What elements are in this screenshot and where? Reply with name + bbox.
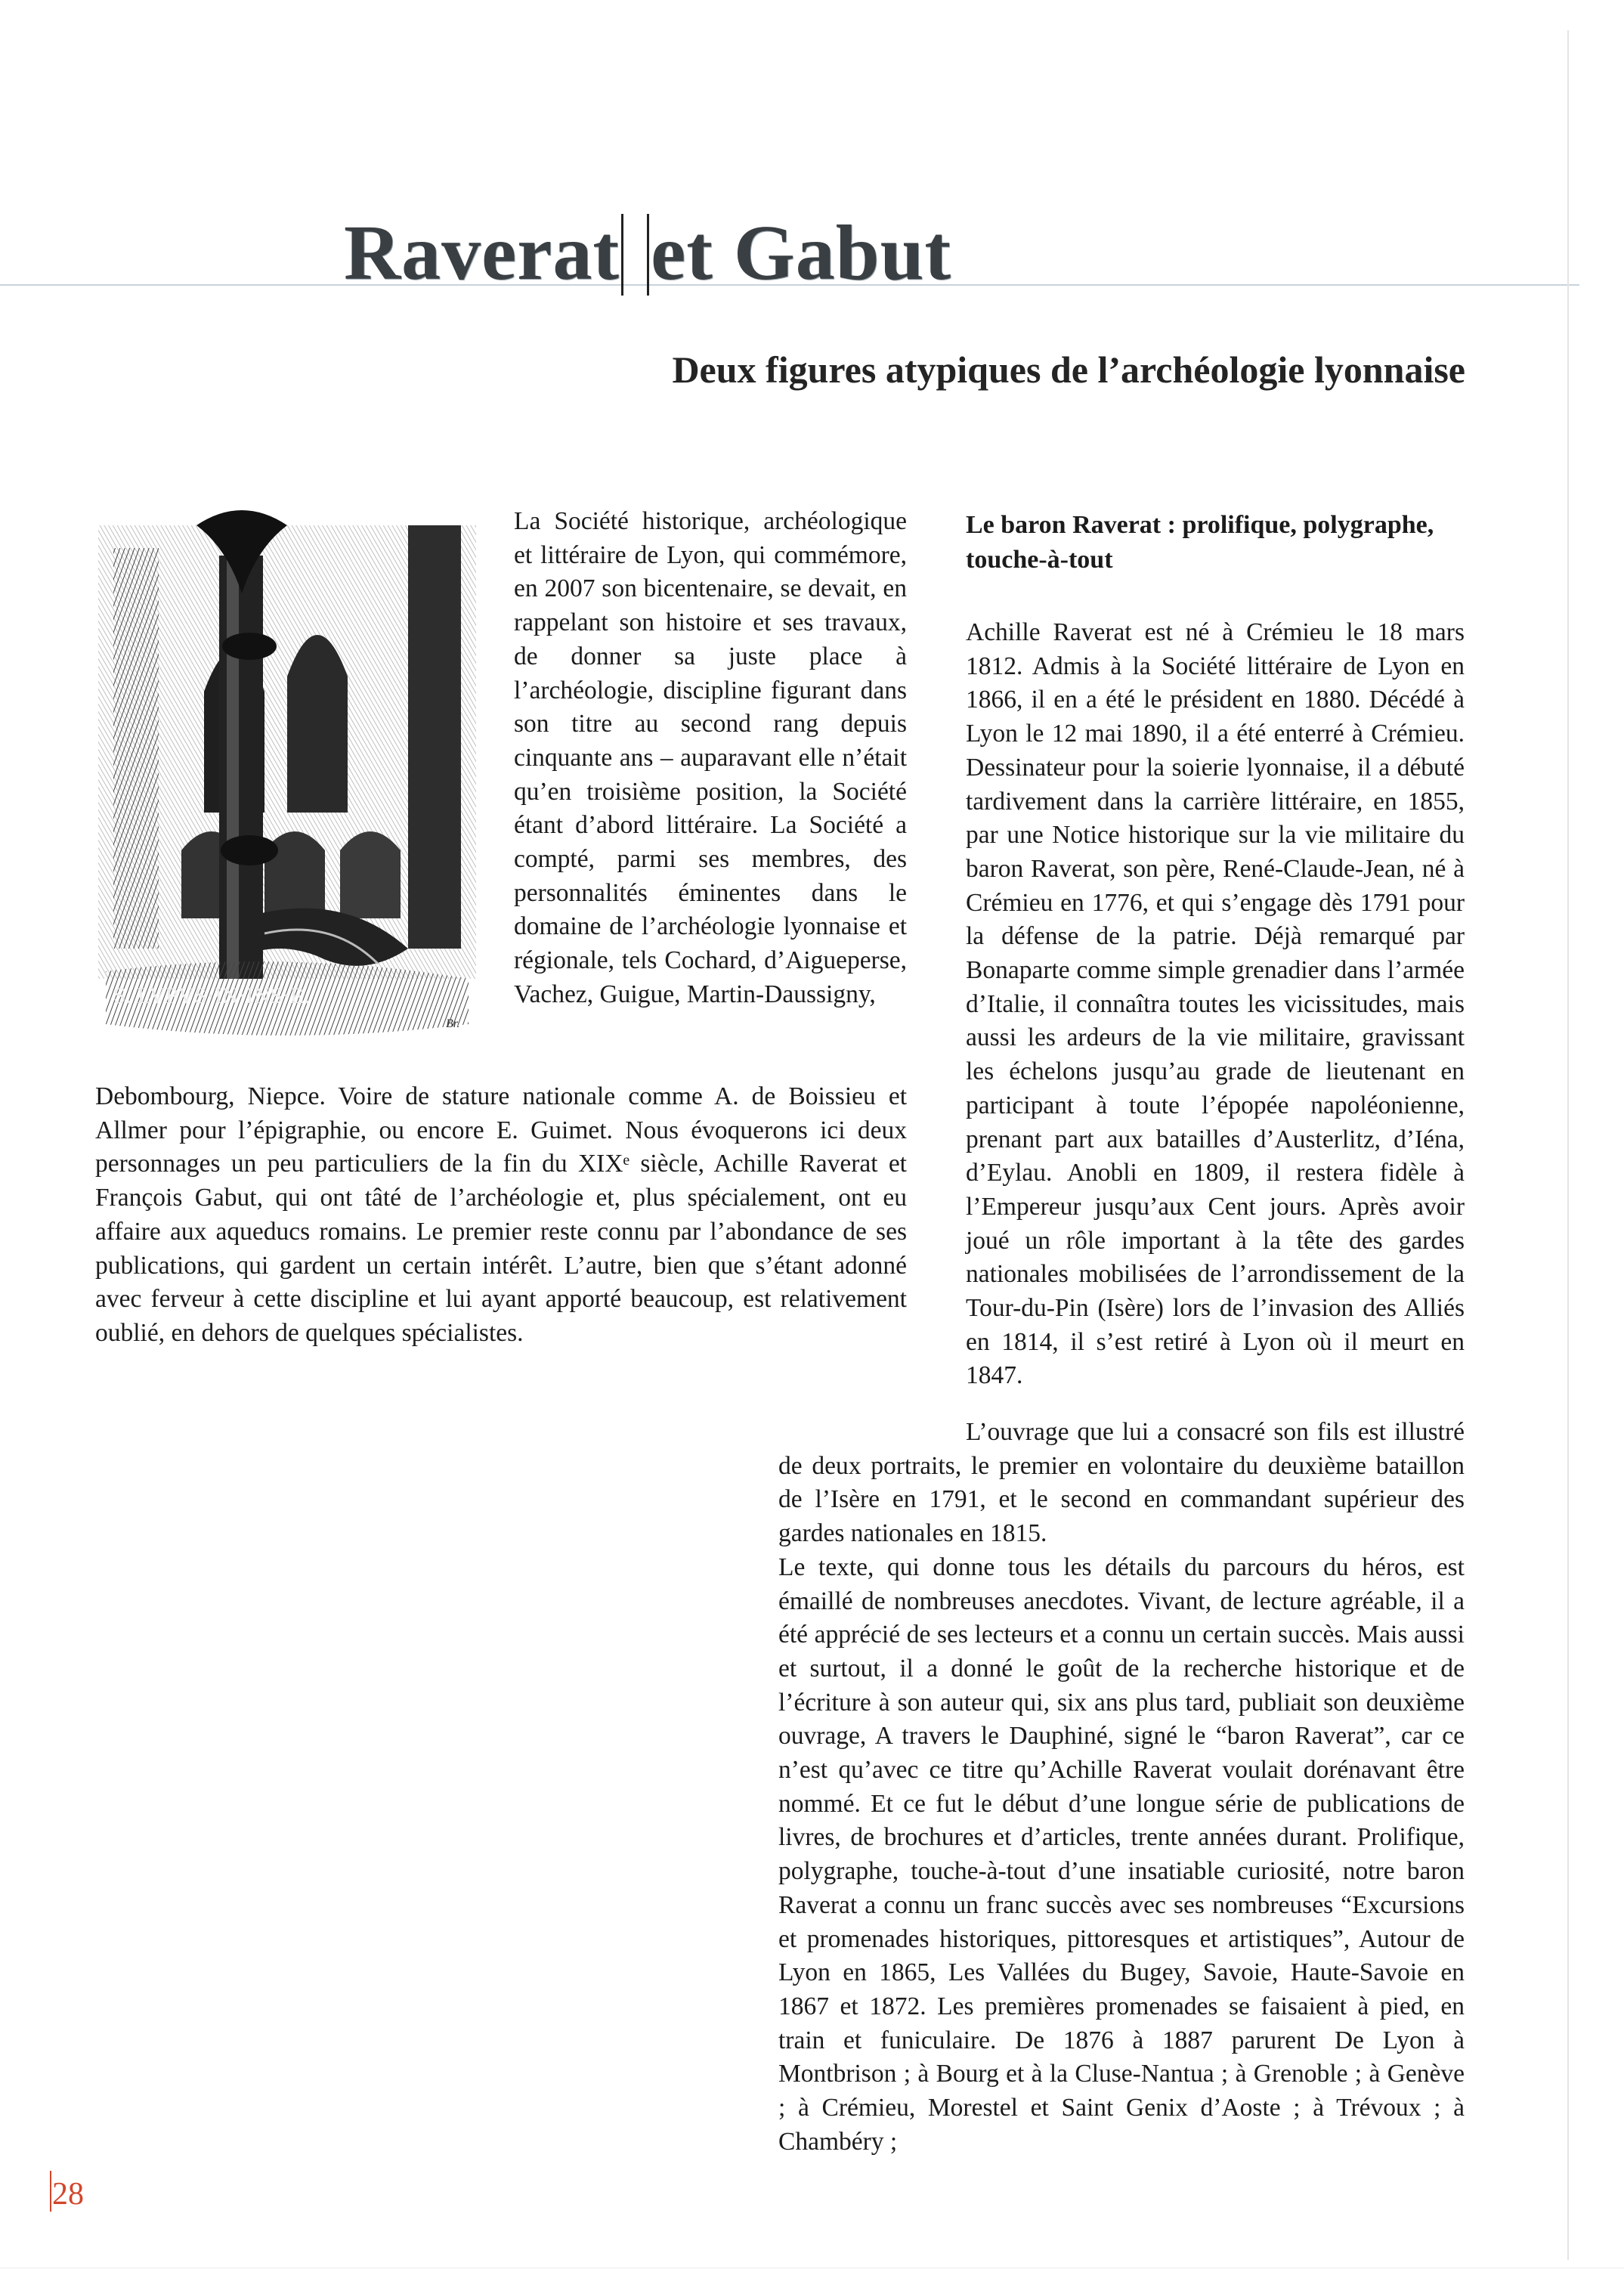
raverat-continued	[778, 1416, 1465, 2159]
right-margin-rule	[1567, 30, 1569, 2260]
title-caret	[621, 214, 623, 296]
title-caret-2	[647, 214, 649, 296]
section-heading-raverat: Le baron Raverat : prolifique, polygraphe, touche-à-tout	[966, 511, 1434, 574]
page-number	[50, 2171, 84, 2212]
engraving-icon	[91, 495, 484, 1036]
raverat-paragraph-1: Achille Raverat est né à Crémieu le 18 mars 1812. Admis à la Société littéraire de Lyon en 1866, il en a été le président en 1880. Décédé à Lyon le 12 mai 1890, il a été enterré à Crémieu. Dessinateur pour la soierie lyonnaise, il a débuté tardivement dans la carrière littéraire, en 1855, par une Notice historique sur la vie militaire du baron Raverat, son père, René-Claude-Jean, né à Crémieu en 1776, et qui s’engage dès 1791 pour la défense de la patrie. Déjà remarqué par Bonaparte comme simple grenadier dans l’armée d’Italie, il connaîtra toutes les vicissitudes, mais aussi les ardeurs de la vie militaire, gravissant les échelons jusqu’au grade de lieutenant en participant à toute l’épopée napoléonienne, prenant part aux batailles d’Austerlitz, d’Iéna, d’Eylau. Anobli en 1809, il restera fidèle à l’Empereur jusqu’aux Cent jours. Après avoir joué un rôle important à la tête des gardes nationales mobilisées de l’arrondissement de la Tour-du-Pin (Isère) lors de l’invasion des Alliés en 1814, il s’est retiré à Lyon où il meurt en 1847.	[966, 618, 1465, 1390]
raverat-paragraph-main: Le texte, qui donne tous les détails du parcours du héros, est émaillé de nombreuses anecdotes. Vivant, de lecture agréable, il a été apprécié de ses lecteurs et a connu un certain succès. Mais aussi et surtout, il a donné le goût de la recherche historique et de l’écriture à son auteur qui, six ans plus tard, publiait son deuxième ouvrage, A travers le Dauphiné, signé le “baron Raverat”, car ce n’est qu’avec ce titre qu’Achille Raverat voulait dorénavant être nommé. Et ce fut le début d’une longue série de publications de livres, de brochures et d’articles, trente années durant. Prolifique, polygraphe, touche-à-tout d’une insatiable curiosité, notre baron Raverat a connu un franc succès avec ses nombreuses “Excursions et promenades historiques, pittoresques et artistiques”, Autour de Lyon en 1865, Les Vallées du Bugey, Savoie, Haute-Savoie en 1867 et 1872. Les premières promenades se faisaient à pied, en train et funiculaire. De 1876 à 1887 parurent De Lyon à Montbrison ; à Bourg et à la Cluse-Nantua ; à Grenoble ; à Genève ; à Crémieu, Morestel et Saint Genix d’Aoste ; à Trévoux ; à Chambéry ;	[778, 1553, 1465, 2156]
engraving-inscription: S. LVPVS·IN·INS·E.	[113, 983, 310, 1008]
engraved-initial-illustration	[91, 495, 484, 1036]
intro-paragraph-wrap: La Société historique, archéologique et littéraire de Lyon, qui commémore, en 2007 son bicentenaire, se devait, en rappelant son histoire et ses travaux, de donner sa juste place à l’archéologie, discipline figurant dans son titre au second rang depuis cinquante ans – auparavant elle n’était qu’en troisième position, la Société étant d’abord littéraire. La Société a compté, parmi ses membres, des personnalités éminentes dans le domaine de l’archéologie lyonnaise et régionale, tels Cochard, d’Aigueperse, Vachez, Guigue, Martin-Daussigny,	[514, 507, 907, 1008]
intro-paragraph-full: Debombourg, Niepce. Voire de stature nationale comme A. de Boissieu et Allmer pour l’épigraphie, ou encore E. Guimet. Nous évoquerons ici deux personnages un peu particuliers de la fin du XIXᵉ siècle, Achille Raverat et François Gabut, qui ont tâté de l’archéologie et, plus spécialement, ont eu affaire aux aqueducs romains. Le premier reste connu par l’abondance de ses publications, qui gardent un certain intérêt. L’autre, bien que s’étant adonné avec ferveur à cette discipline et lui ayant apporté beaucoup, est relativement oublié, en dehors de quelques spécialistes.	[95, 1082, 907, 1347]
article-subtitle: Deux figures atypiques de l’archéologie lyonnaise	[672, 348, 1465, 391]
page-number-bar	[50, 2171, 51, 2212]
title-part2: et Gabut	[651, 209, 952, 296]
title-part1: Raverat	[344, 209, 620, 296]
raverat-paragraph-portraits: L’ouvrage que lui a consacré son fils est illustré de deux portraits, le premier en volontaire du deuxième bataillon de l’Isère en 1791, et le second en commandant supérieur des gardes nationales en 1815.	[778, 1418, 1465, 1548]
engraving-signature: Br.	[446, 1017, 460, 1030]
article-title	[344, 208, 951, 298]
page-number-text: 28	[52, 2177, 84, 2212]
